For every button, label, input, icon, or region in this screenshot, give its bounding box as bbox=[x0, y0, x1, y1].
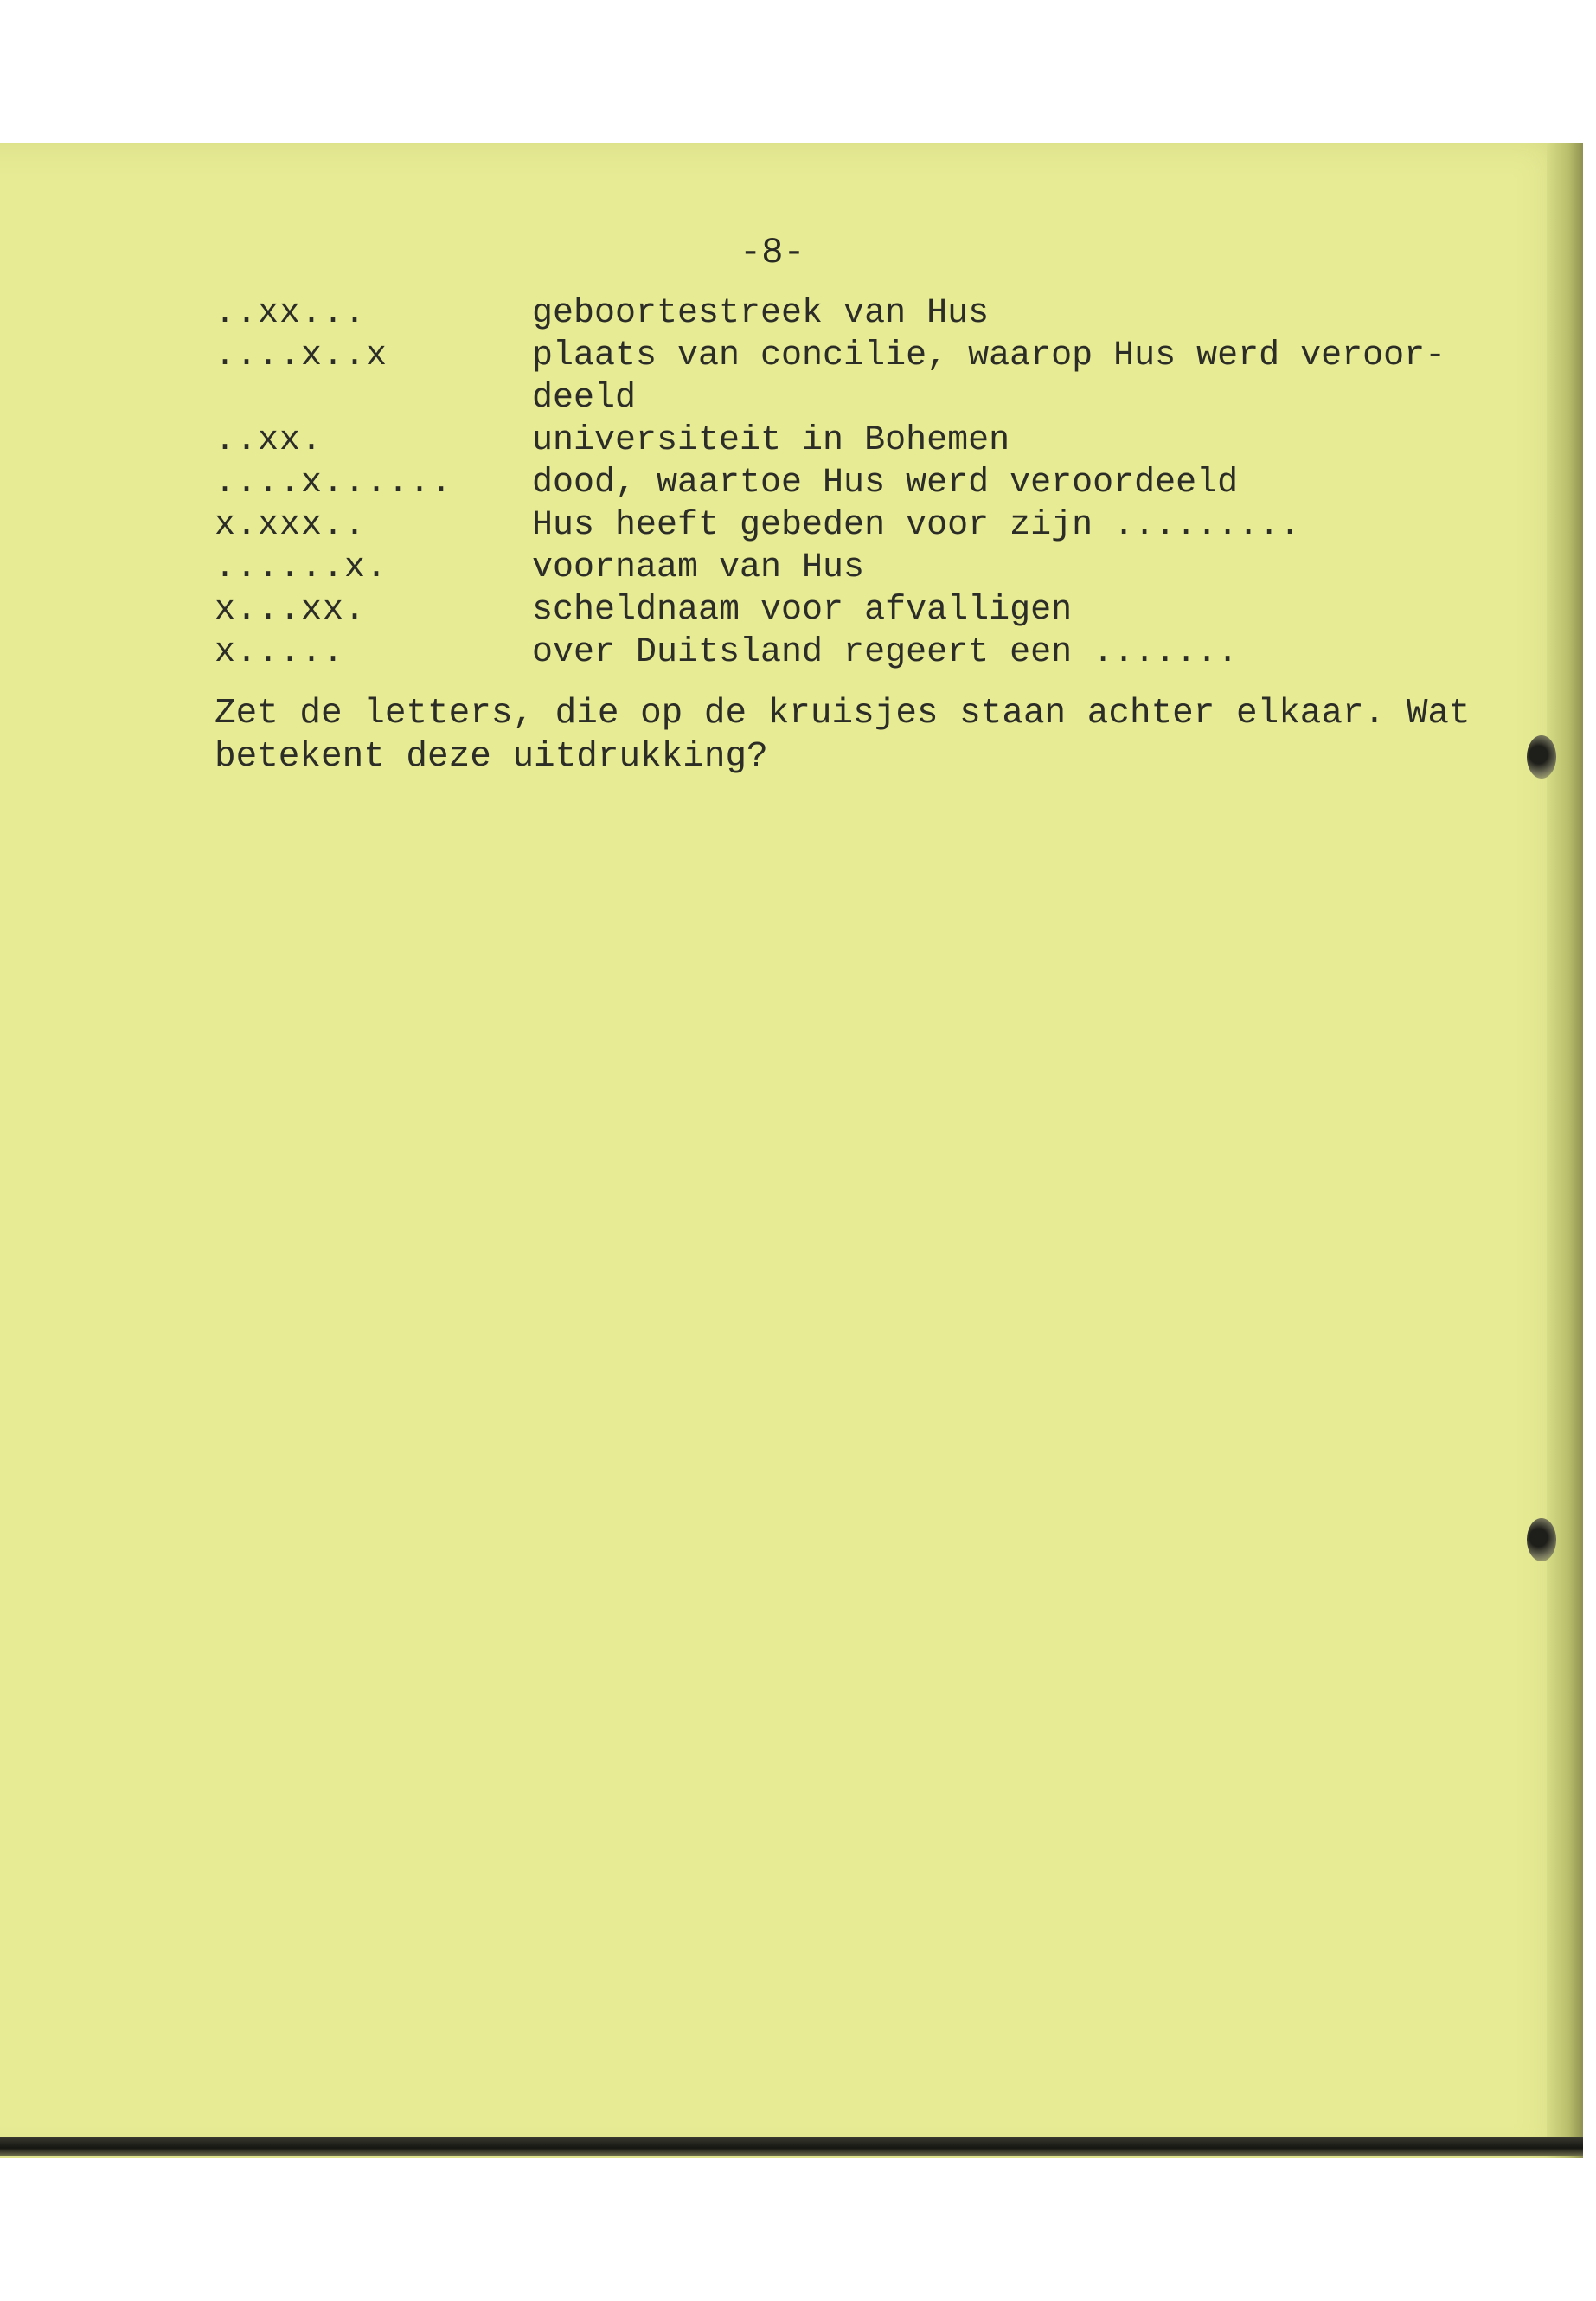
clue-pattern: x.xxx.. bbox=[215, 506, 367, 545]
page-edge-shadow bbox=[1547, 143, 1583, 2158]
page-number: -8- bbox=[740, 232, 805, 273]
clue-text: Hus heeft gebeden voor zijn ......... bbox=[532, 506, 1301, 545]
clue-text: geboortestreek van Hus bbox=[532, 294, 990, 333]
clue-pattern: ..xx... bbox=[215, 294, 367, 333]
clue-pattern: ......x. bbox=[215, 548, 388, 587]
punch-hole-top bbox=[1527, 735, 1556, 779]
clue-text: universiteit in Bohemen bbox=[532, 421, 1010, 460]
clue-pattern: ..xx. bbox=[215, 421, 324, 460]
clue-text: plaats van concilie, waarop Hus werd veroor- bbox=[532, 336, 1446, 375]
clue-pattern: ....x...... bbox=[215, 464, 453, 503]
clue-row bbox=[0, 336, 1514, 380]
clue-text: over Duitsland regeert een ....... bbox=[532, 633, 1239, 672]
clue-row bbox=[0, 379, 1514, 422]
instruction-text: Zet de letters, die op de kruisjes staan achter elkaar. Wat betekent deze uitdrukking? bbox=[215, 694, 1492, 777]
clue-row bbox=[0, 633, 1514, 676]
clue-row bbox=[0, 464, 1514, 507]
clue-row bbox=[0, 591, 1514, 634]
clue-text: scheldnaam voor afvalligen bbox=[532, 591, 1073, 630]
clue-row bbox=[0, 294, 1514, 337]
clue-pattern: x...xx. bbox=[215, 591, 367, 630]
clue-text: voornaam van Hus bbox=[532, 548, 865, 587]
scan-bottom-edge bbox=[0, 2137, 1583, 2156]
clue-row bbox=[0, 506, 1514, 549]
punch-hole-bottom bbox=[1527, 1518, 1556, 1561]
clue-text: dood, waartoe Hus werd veroordeeld bbox=[532, 464, 1239, 503]
clue-row bbox=[0, 548, 1514, 592]
clue-text: deeld bbox=[532, 379, 637, 418]
clue-pattern: ....x..x bbox=[215, 336, 388, 375]
clue-pattern: x..... bbox=[215, 633, 345, 672]
clue-row bbox=[0, 421, 1514, 465]
